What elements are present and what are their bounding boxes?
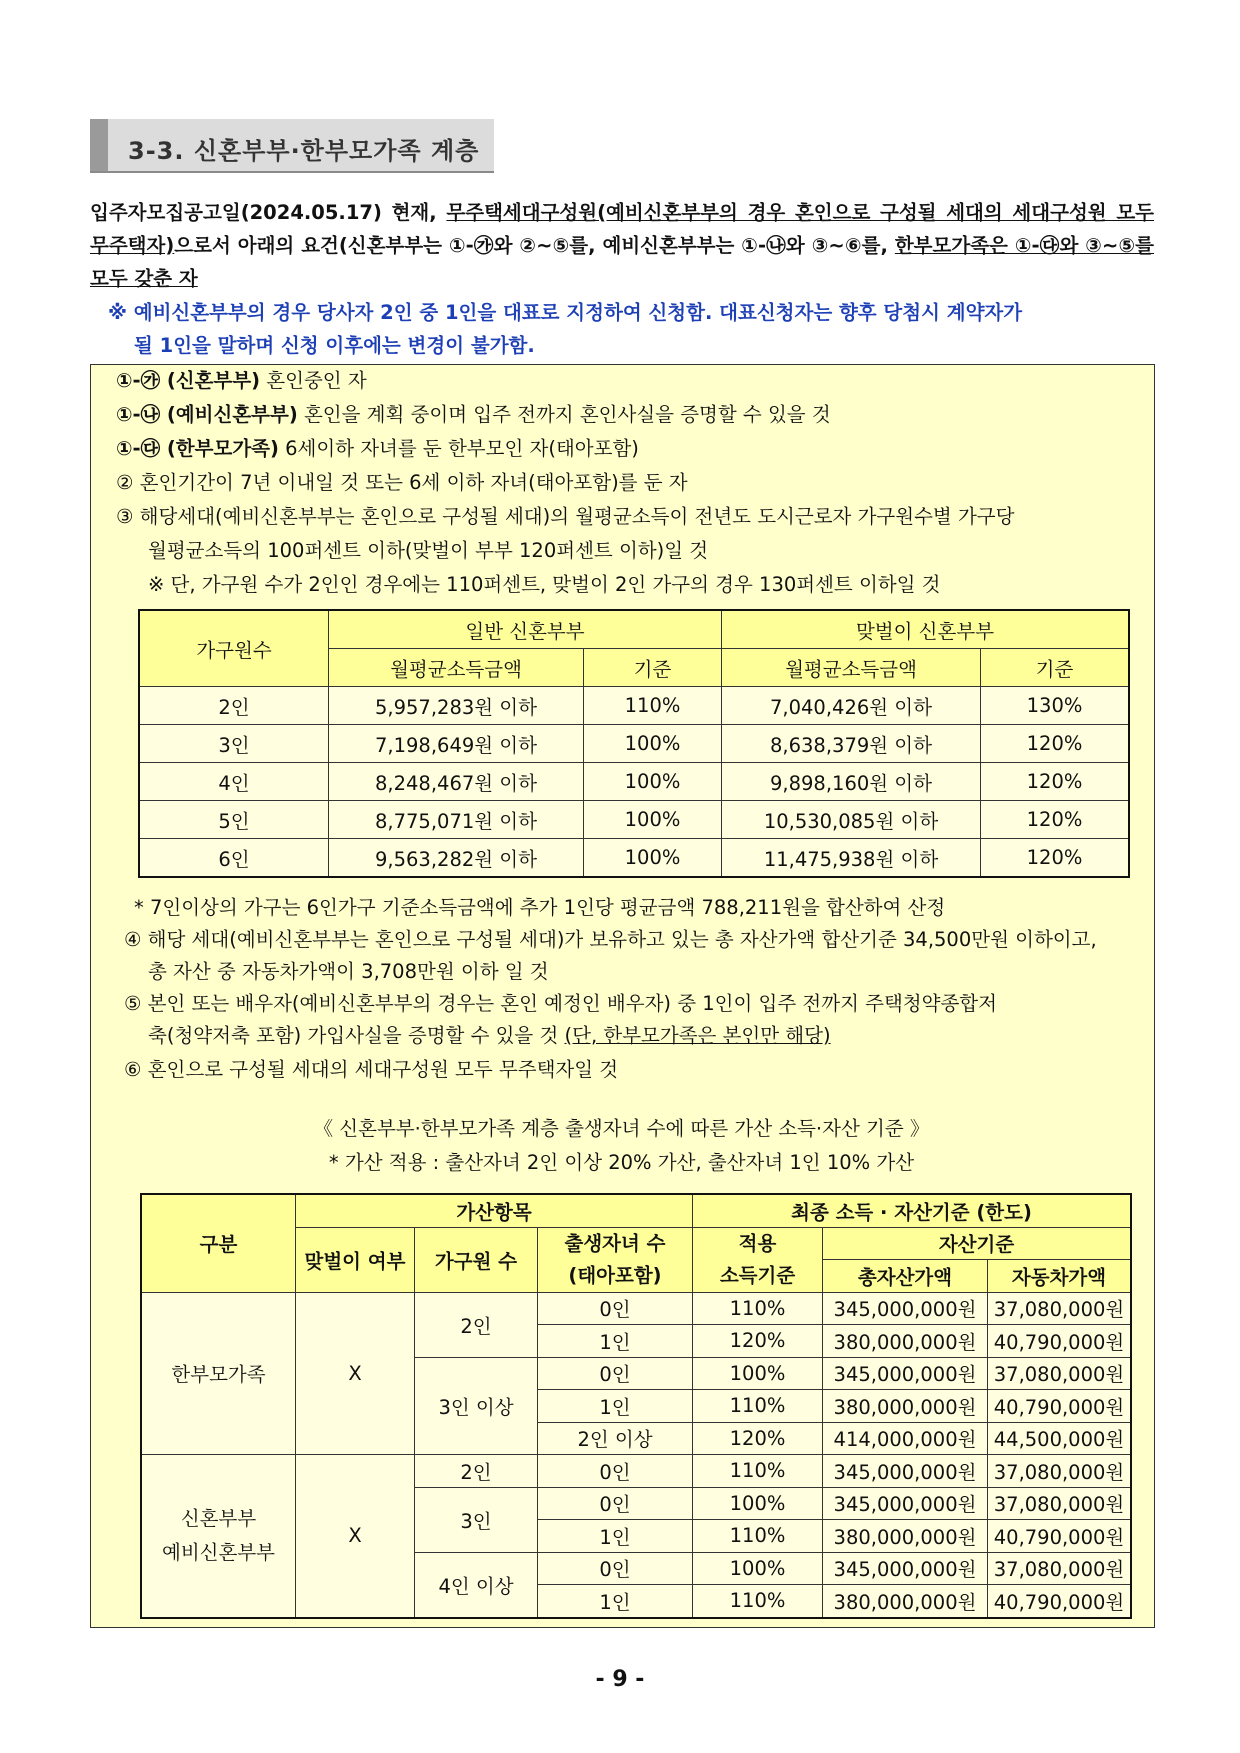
req-5-underline: (단, 한부모가족은 본인만 해당) — [564, 1024, 831, 1047]
bonus-total-asset: 380,000,000원 — [823, 1325, 988, 1358]
req-2: ② 혼인기간이 7년 이내일 것 또는 6세 이하 자녀(태아포함)를 둔 자 — [116, 471, 688, 494]
income-general-amount: 9,563,282원 이하 — [329, 839, 584, 878]
income-dual-standard: 120% — [981, 763, 1130, 801]
table-row — [139, 801, 1129, 839]
bonus-total-asset: 345,000,000원 — [823, 1292, 988, 1325]
income-dual-amount: 7,040,426원 이하 — [722, 687, 981, 725]
table-row — [141, 1455, 1131, 1488]
req-3-note: ※ 단, 가구원 수가 2인인 경우에는 110퍼센트, 맞벌이 2인 가구의 경우 130퍼센트 이하일 것 — [148, 573, 941, 596]
bonus-children: 1인 — [538, 1585, 693, 1618]
income-dual-standard: 120% — [981, 839, 1130, 878]
bonus-header-apply — [693, 1227, 823, 1292]
bonus-income: 120% — [693, 1422, 823, 1455]
bonus-header-category: 구분 — [141, 1194, 296, 1292]
bonus-title: 《 신혼부부·한부모가족 계층 출생자녀 수에 따른 가산 소득·자산 기준 》 — [313, 1117, 930, 1140]
page-number: - 9 - — [595, 1667, 645, 1692]
table-row — [139, 687, 1129, 725]
bonus-income: 100% — [693, 1487, 823, 1520]
req-1a-text: 혼인중인 자 — [260, 369, 367, 392]
income-table — [138, 609, 1130, 878]
note-representative — [108, 296, 1154, 362]
bonus-group-single-parent-dual: X — [296, 1292, 415, 1455]
table-row — [139, 763, 1129, 801]
income-header-amount: 월평균소득금액 — [329, 649, 584, 687]
bonus-total-asset: 345,000,000원 — [823, 1487, 988, 1520]
bonus-car-value: 40,790,000원 — [988, 1325, 1132, 1358]
note-line-1: ※ 예비신혼부부의 경우 당사자 2인 중 1인을 대표로 지정하여 신청함. 대표신청자는 향후 당첨시 계약자가 — [108, 301, 1023, 324]
section-header — [90, 119, 494, 173]
income-members: 4인 — [139, 763, 329, 801]
section-title: 3-3. 신혼부부·한부모가족 계층 — [128, 137, 480, 165]
bonus-header-dual: 맞벌이 여부 — [296, 1227, 415, 1292]
bonus-subtitle: * 가산 적용 : 출산자녀 2인 이상 20% 가산, 출산자녀 1인 10% 가산 — [328, 1151, 915, 1174]
bonus-members-2: 2인 — [415, 1292, 538, 1357]
bonus-car-value: 37,080,000원 — [988, 1487, 1132, 1520]
req-1a — [116, 366, 367, 396]
bonus-header-car: 자동차가액 — [988, 1260, 1132, 1293]
table-row — [139, 839, 1129, 878]
req-1c-text: 6세이하 자녀를 둔 한부모인 자(태아포함) — [278, 437, 639, 460]
bonus-total-asset: 380,000,000원 — [823, 1585, 988, 1618]
bonus-total-asset: 380,000,000원 — [823, 1390, 988, 1423]
bonus-car-value: 37,080,000원 — [988, 1552, 1132, 1585]
bonus-children: 1인 — [538, 1325, 693, 1358]
section-header-bar — [90, 119, 108, 171]
income-header-amount: 월평균소득금액 — [722, 649, 981, 687]
bonus-children: 0인 — [538, 1552, 693, 1585]
bonus-group-newlywed-1: 신혼부부 — [180, 1506, 257, 1530]
intro-underline-1: 무주택세대구성원(예비신혼부부의 경우 혼인으로 구성될 세대의 세대구성원 모두 무주택자) — [90, 201, 1155, 257]
income-dual-amount: 11,475,938원 이하 — [722, 839, 981, 878]
income-header-dual: 맞벌이 신혼부부 — [722, 610, 1130, 649]
note-line-2: 될 1인을 말하며 신청 이후에는 변경이 불가함. — [134, 334, 535, 357]
income-members: 2인 — [139, 687, 329, 725]
bonus-header-children — [538, 1227, 693, 1292]
bonus-children: 1인 — [538, 1520, 693, 1553]
req-5-line-1: ⑤ 본인 또는 배우자(예비신혼부부의 경우는 혼인 예정인 배우자) 중 1인이 입주 전까지 주택청약종합저 — [124, 992, 997, 1015]
income-dual-standard: 120% — [981, 801, 1130, 839]
income-general-amount: 8,775,071원 이하 — [329, 801, 584, 839]
bonus-children: 0인 — [538, 1292, 693, 1325]
bonus-header-final: 최종 소득 · 자산기준 (한도) — [693, 1194, 1132, 1227]
income-header-standard: 기준 — [584, 649, 722, 687]
intro-underline-2: 한부모가족은 ①-㉰와 ③~⑤를 모두 갖춘 자 — [90, 234, 1154, 290]
req-5-line-2 — [148, 1021, 831, 1051]
req-1c — [116, 434, 639, 464]
bonus-total-asset: 345,000,000원 — [823, 1357, 988, 1390]
bonus-children: 0인 — [538, 1487, 693, 1520]
bonus-car-value: 37,080,000원 — [988, 1357, 1132, 1390]
income-dual-standard: 130% — [981, 687, 1130, 725]
bonus-header-items: 가산항목 — [296, 1194, 693, 1227]
bonus-income: 100% — [693, 1552, 823, 1585]
income-members: 6인 — [139, 839, 329, 878]
req-5-text: 축(청약저축 포함) 가입사실을 증명할 수 있을 것 — [148, 1024, 565, 1047]
income-header-general: 일반 신혼부부 — [329, 610, 722, 649]
bonus-total-asset: 345,000,000원 — [823, 1552, 988, 1585]
req-4-line-2: 총 자산 중 자동차가액이 3,708만원 이하 일 것 — [148, 960, 549, 983]
bonus-header-children-2: (태아포함) — [568, 1263, 662, 1287]
bonus-children: 1인 — [538, 1390, 693, 1423]
bonus-income: 110% — [693, 1390, 823, 1423]
income-dual-amount: 10,530,085원 이하 — [722, 801, 981, 839]
bonus-total-asset: 414,000,000원 — [823, 1422, 988, 1455]
income-general-standard: 100% — [584, 839, 722, 878]
bonus-income: 110% — [693, 1292, 823, 1325]
intro-text-1: 입주자모집공고일(2024.05.17) 현재, — [90, 201, 447, 224]
bonus-car-value: 40,790,000원 — [988, 1585, 1132, 1618]
req-4-line-1: ④ 해당 세대(예비신혼부부는 혼인으로 구성될 세대)가 보유하고 있는 총 자산가액 합산기준 34,500만원 이하이고, — [124, 928, 1097, 951]
bonus-header-apply-2: 소득기준 — [719, 1263, 796, 1287]
income-dual-amount: 9,898,160원 이하 — [722, 763, 981, 801]
req-3-line-2: 월평균소득의 100퍼센트 이하(맞벌이 부부 120퍼센트 이하)일 것 — [148, 539, 709, 562]
bonus-income: 110% — [693, 1520, 823, 1553]
income-general-standard: 100% — [584, 725, 722, 763]
income-general-amount: 5,957,283원 이하 — [329, 687, 584, 725]
req-1a-label: ①-㉮ (신혼부부) — [116, 369, 261, 392]
income-general-standard: 100% — [584, 763, 722, 801]
income-general-amount: 8,248,467원 이하 — [329, 763, 584, 801]
bonus-group-newlywed-dual: X — [296, 1455, 415, 1618]
bonus-members-2b: 2인 — [415, 1455, 538, 1488]
bonus-children: 0인 — [538, 1455, 693, 1488]
income-dual-amount: 8,638,379원 이하 — [722, 725, 981, 763]
bonus-header-asset: 자산기준 — [823, 1227, 1132, 1260]
bonus-table — [140, 1193, 1132, 1619]
req-1c-label: ①-㉰ (한부모가족) — [116, 437, 279, 460]
bonus-header-total-asset: 총자산가액 — [823, 1260, 988, 1293]
intro-paragraph — [90, 196, 1154, 295]
income-header-members: 가구원수 — [139, 610, 329, 687]
income-dual-standard: 120% — [981, 725, 1130, 763]
income-header-standard: 기준 — [981, 649, 1130, 687]
bonus-group-newlywed-2: 예비신혼부부 — [161, 1540, 276, 1564]
bonus-header-members: 가구원 수 — [415, 1227, 538, 1292]
bonus-children: 2인 이상 — [538, 1422, 693, 1455]
bonus-total-asset: 380,000,000원 — [823, 1520, 988, 1553]
bonus-car-value: 40,790,000원 — [988, 1520, 1132, 1553]
bonus-income: 110% — [693, 1455, 823, 1488]
income-members: 5인 — [139, 801, 329, 839]
intro-text-2: 으로서 아래의 요건(신혼부부는 ①-㉮와 ②~⑤를, 예비신혼부부는 ①-㉯와 ③~⑥를, — [174, 234, 895, 257]
bonus-header-children-1: 출생자녀 수 — [564, 1231, 666, 1255]
bonus-group-single-parent: 한부모가족 — [141, 1292, 296, 1455]
income-general-standard: 100% — [584, 801, 722, 839]
bonus-income: 100% — [693, 1357, 823, 1390]
bonus-members-3up: 3인 이상 — [415, 1357, 538, 1455]
bonus-car-value: 40,790,000원 — [988, 1390, 1132, 1423]
bonus-children: 0인 — [538, 1357, 693, 1390]
bonus-members-3: 3인 — [415, 1487, 538, 1552]
req-3-line-1: ③ 해당세대(예비신혼부부는 혼인으로 구성될 세대)의 월평균소득이 전년도 도시근로자 가구원수별 가구당 — [116, 505, 1015, 528]
bonus-members-4up: 4인 이상 — [415, 1552, 538, 1618]
req-3-footnote: * 7인이상의 가구는 6인가구 기준소득금액에 추가 1인당 평균금액 788,211원을 합산하여 산정 — [134, 896, 946, 919]
table-row — [141, 1292, 1131, 1325]
req-1b-label: ①-㉯ (예비신혼부부) — [116, 403, 298, 426]
income-general-standard: 110% — [584, 687, 722, 725]
bonus-income: 120% — [693, 1325, 823, 1358]
income-general-amount: 7,198,649원 이하 — [329, 725, 584, 763]
bonus-car-value: 37,080,000원 — [988, 1455, 1132, 1488]
bonus-car-value: 44,500,000원 — [988, 1422, 1132, 1455]
req-1b — [116, 400, 831, 430]
bonus-group-newlywed — [141, 1455, 296, 1618]
bonus-total-asset: 345,000,000원 — [823, 1455, 988, 1488]
table-row — [139, 725, 1129, 763]
bonus-car-value: 37,080,000원 — [988, 1292, 1132, 1325]
req-1b-text: 혼인을 계획 중이며 입주 전까지 혼인사실을 증명할 수 있을 것 — [297, 403, 831, 426]
bonus-income: 110% — [693, 1585, 823, 1618]
bonus-header-apply-1: 적용 — [738, 1231, 777, 1255]
req-6: ⑥ 혼인으로 구성될 세대의 세대구성원 모두 무주택자일 것 — [124, 1058, 619, 1081]
income-members: 3인 — [139, 725, 329, 763]
